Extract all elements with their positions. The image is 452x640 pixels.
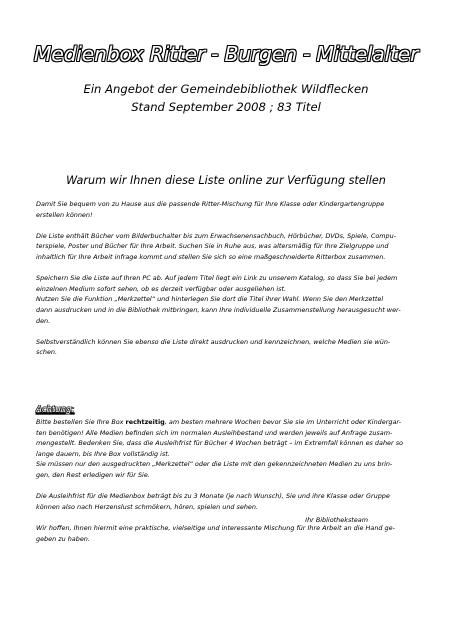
document-title: Medienbox Ritter - Burgen - Mittelalter: [33, 42, 419, 66]
paragraph-closing: Wir hoffen, Ihnen hiermit eine praktische, vielseitige und interessante Mischung für Ihre Arbeit an die Hand ge- geben zu haben.: [36, 523, 395, 543]
attention-body: [36, 417, 414, 555]
paragraph-attention: [36, 417, 414, 481]
subtitle-status: Stand September 2008 ; 83 Titel: [131, 100, 321, 114]
paragraph-save-list: Speichern Sie die Liste auf Ihren PC ab. Auf jedem Titel liegt ein Link zu unserem Katalog, so dass Sie bei jedem einzelnen Medium sofort sehen, ob es derzeit verfügbar oder ausgeliehen ist. Nutzen Sie die Funktion „Merkzettel“ und hinterlegen Sie dort die Titel ihrer Wahl. Wenn Sie den Merkzettel dann ausdrucken und in die Bibliothek mitbringen, kann Ihre individuelle Zusammenstellung herausgesucht wer- den.: [36, 274, 401, 325]
attention-lead: Bitte bestellen Sie Ihre Box: [36, 418, 126, 426]
signature: Ihr Bibliotheksteam: [305, 516, 368, 524]
paragraph-contents: Die Liste enthält Bücher vom Bilderbuchalter bis zum Erwachsenensachbuch, Hörbücher, DVDs, Spiele, Compu- terspiele, Poster und Bücher für Ihre Arbeit. Suchen Sie in Ruhe aus, was altersmäßig für Ihre Zielgruppe und inhaltlich für Ihre Arbeit infrage kommt und stellen Sie sich so eine maßgeschneiderte Ritterbox zusammen.: [36, 231, 397, 261]
section-heading: Warum wir Ihnen diese Liste online zur Verfügung stellen: [66, 174, 386, 187]
attention-emphasis: rechtzeitig: [125, 418, 165, 426]
subtitle-library: Ein Angebot der Gemeindebibliothek Wildflecken: [83, 82, 369, 96]
paragraph-intro: Damit Sie bequem von zu Hause aus die passende Ritter-Mischung für Ihre Klasse oder Kindergartengruppe erstellen können!: [36, 200, 385, 219]
paragraph-loan-period: Die Ausleihfrist für die Medienbox beträgt bis zu 3 Monate (je nach Wunsch), Sie und ihre Klasse oder Gruppe können also nach Herzenslust schmökern, hören, spielen und sehen.: [36, 492, 390, 511]
intro-body: [36, 199, 414, 369]
attention-label: Achtung:: [36, 405, 75, 415]
paragraph-print: Selbstverständlich können Sie ebenso die Liste direkt ausdrucken und kennzeichnen, welche Medien sie wün- schen.: [36, 337, 391, 357]
attention-rest: , am besten mehrere Wochen bevor Sie sie im Unterricht oder Kindergar- ten benötigen! Alle Medien befinden sich im normalen Ausleihbestand und werden jeweils auf Anfrage zusam- mengestellt. Bedenken Sie, dass die Ausleihfrist für Bücher 4 Wochen beträgt – im Extremfall können es daher so lange dauern, bis Ihre Box vollständig ist. Sie müssen nur den ausgedruckten „Merkzettel“ oder die Liste mit den gekennzeichneten Medien zu uns brin- gen, den Rest erledigen wir für Sie.: [36, 418, 403, 479]
